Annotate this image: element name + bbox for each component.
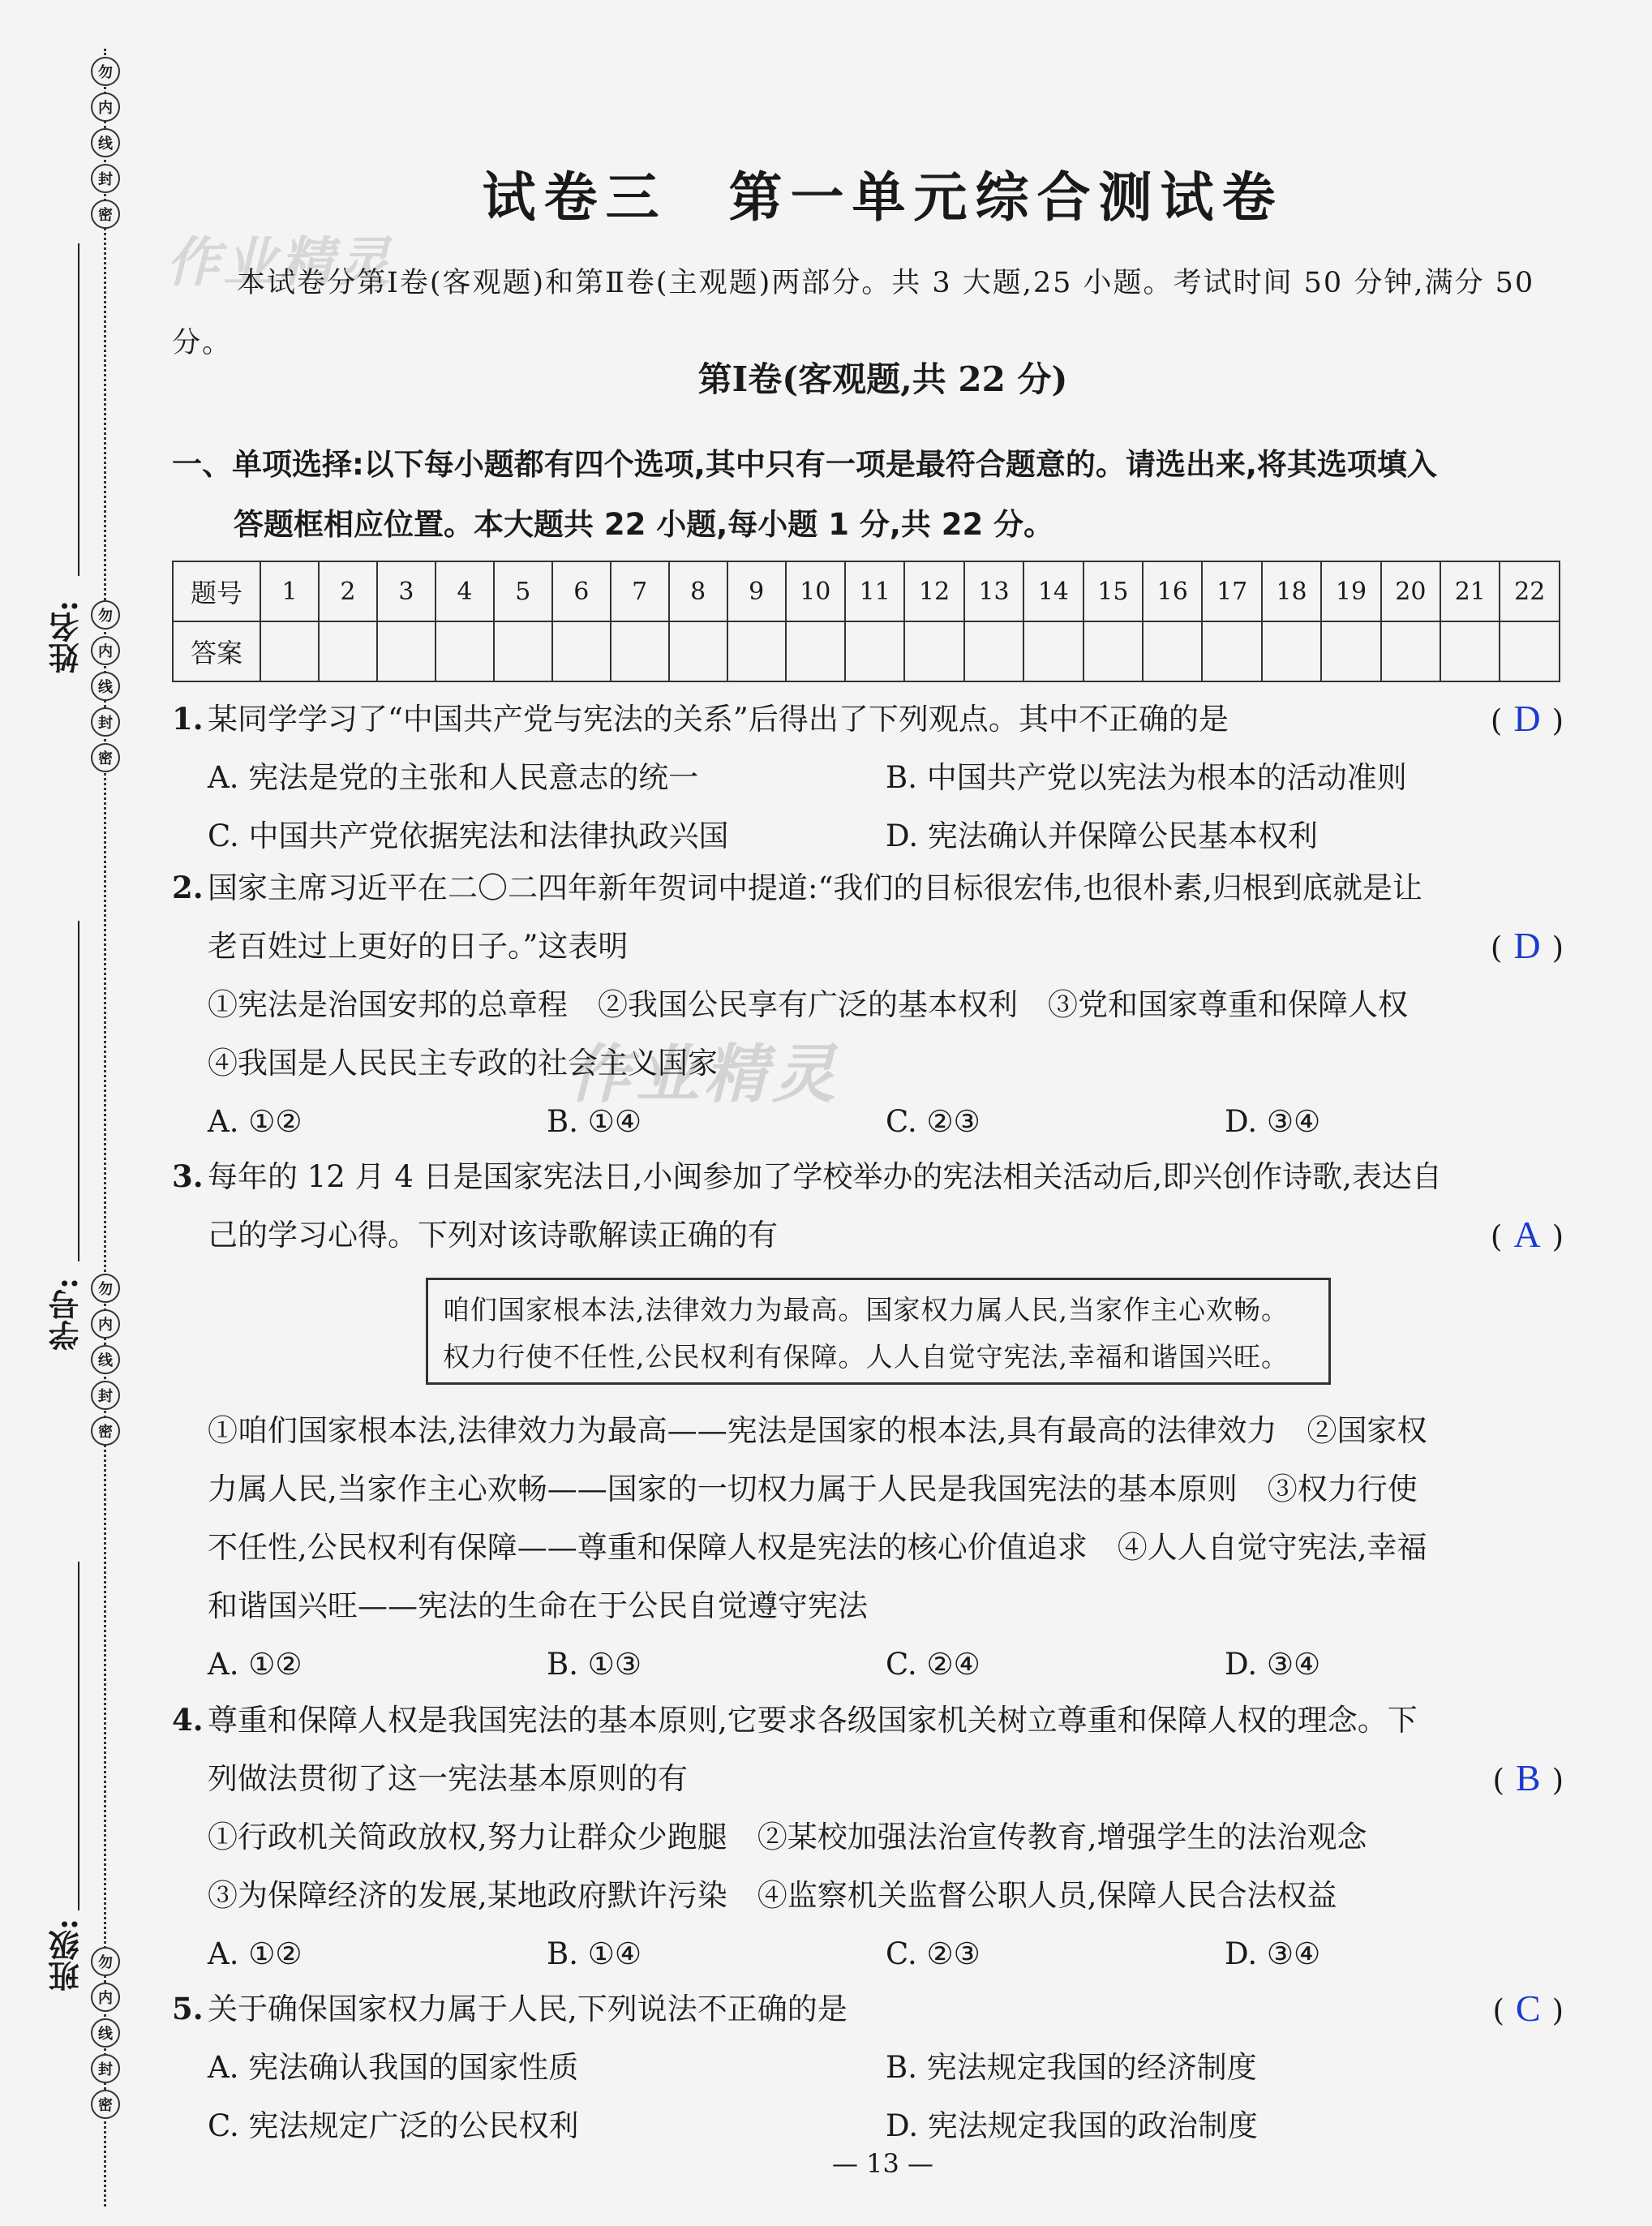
- question-stem: [172, 1979, 1564, 2039]
- answer-grid: [172, 561, 1560, 682]
- answer-cell[interactable]: [1202, 621, 1261, 681]
- answer-grid-answer-row: [173, 621, 1560, 681]
- section-heading-line1: 一、单项选择:以下每小题都有四个选项,其中只有一项是最符合题意的。请选出来,将其选项填入: [172, 447, 1437, 482]
- answer-paren: ( C ): [1492, 1988, 1564, 2029]
- question-number-cell: 9: [727, 561, 786, 621]
- question-number-cell: 20: [1381, 561, 1440, 621]
- answer-cell[interactable]: [494, 621, 552, 681]
- seal-char: 线: [91, 128, 120, 157]
- question-number: 5.: [172, 1991, 204, 2026]
- answer-paren: ( D ): [1490, 925, 1564, 966]
- question-number-cell: 22: [1500, 561, 1560, 621]
- option: B. ①④: [547, 1104, 642, 1139]
- option: C. ②④: [886, 1647, 980, 1682]
- options: [172, 1925, 1564, 1983]
- seal-char: 勿: [91, 1947, 120, 1976]
- answer-cell[interactable]: [260, 621, 319, 681]
- question-4: [172, 1691, 1564, 1983]
- answer-cell[interactable]: [669, 621, 727, 681]
- watermark: 作业精灵: [166, 231, 393, 294]
- answer-cell[interactable]: [436, 621, 494, 681]
- seal-char: 密: [91, 1416, 120, 1446]
- option: A. 宪法确认我国的国家性质: [208, 2050, 579, 2085]
- seal-char: 封: [91, 164, 120, 193]
- page-number: — 13 —: [831, 2148, 934, 2179]
- option: B. 宪法规定我国的经济制度: [886, 2050, 1257, 2085]
- question-number-cell: 13: [964, 561, 1023, 621]
- answer-letter: C: [1515, 1988, 1541, 2029]
- question-5: [172, 1979, 1564, 2155]
- answer-cell[interactable]: [319, 621, 377, 681]
- answer-paren: ( D ): [1490, 698, 1564, 739]
- question-stem: [172, 690, 1564, 749]
- option: C. 宪法规定广泛的公民权利: [208, 2108, 579, 2143]
- answer-cell[interactable]: [552, 621, 611, 681]
- part-heading: 第Ⅰ卷(客观题,共 22 分): [697, 359, 1068, 399]
- answer-cell[interactable]: [964, 621, 1023, 681]
- question-3-statements: [172, 1402, 1564, 1694]
- question-number: 4.: [172, 1702, 204, 1738]
- question-number-cell: 17: [1202, 561, 1261, 621]
- answer-cell[interactable]: [1143, 621, 1202, 681]
- seal-char: 勿: [91, 600, 120, 630]
- question-text-cont: 老百姓过上更好的日子。”这表明: [208, 929, 629, 964]
- question-3: [172, 1147, 1564, 1265]
- question-number: 3.: [172, 1158, 204, 1194]
- question-text: 尊重和保障人权是我国宪法的基本原则,它要求各级国家机关树立尊重和保障人权的理念。下: [208, 1703, 1418, 1738]
- exam-intro: 本试卷分第Ⅰ卷(客观题)和第Ⅱ卷(主观题)两部分。共 3 大题,25 小题。考试时间 50 分钟,满分 50 分。: [172, 267, 1535, 359]
- answer-cell[interactable]: [1262, 621, 1321, 681]
- answer-cell[interactable]: [1321, 621, 1380, 681]
- statements: ①咱们国家根本法,法律效力为最高——宪法是国家的根本法,具有最高的法律效力 ②国家权: [208, 1413, 1427, 1448]
- question-2: [172, 858, 1564, 1151]
- question-number-cell: 19: [1321, 561, 1380, 621]
- answer-cell[interactable]: [1023, 621, 1083, 681]
- class-underline: [78, 1562, 79, 1910]
- row-label: 答案: [173, 621, 260, 681]
- option: B. ①③: [547, 1647, 642, 1682]
- question-stem: [172, 1147, 1564, 1206]
- seal-char: 勿: [91, 1274, 120, 1303]
- question-number-cell: 2: [319, 561, 377, 621]
- question-text-cont: 己的学习心得。下列对该诗歌解读正确的有: [208, 1218, 778, 1253]
- answer-cell[interactable]: [1500, 621, 1560, 681]
- seal-char: 封: [91, 2054, 120, 2083]
- question-text: 每年的 12 月 4 日是国家宪法日,小闽参加了学校举办的宪法相关活动后,即兴创作诗歌,表达自: [208, 1159, 1442, 1194]
- options: [172, 1093, 1564, 1151]
- question-number-cell: 15: [1083, 561, 1143, 621]
- question-number-cell: 7: [611, 561, 669, 621]
- question-number-cell: 1: [260, 561, 319, 621]
- answer-letter: B: [1515, 1757, 1541, 1798]
- answer-paren: ( B ): [1492, 1757, 1564, 1798]
- question-text-cont: 列做法贯彻了这一宪法基本原则的有: [208, 1761, 688, 1796]
- statements: ①行政机关简政放权,努力让群众少跑腿 ②某校加强法治宣传教育,增强学生的法治观念: [208, 1820, 1367, 1854]
- row-label: 题号: [173, 561, 260, 621]
- poem-line: 咱们国家根本法,法律效力为最高。国家权力属人民,当家作主心欢畅。: [443, 1294, 1289, 1326]
- answer-cell[interactable]: [377, 621, 436, 681]
- answer-cell[interactable]: [611, 621, 669, 681]
- poem-line: 权力行使不任性,公民权利有保障。人人自觉守宪法,幸福和谐国兴旺。: [443, 1341, 1289, 1373]
- question-text: 某同学学习了“中国共产党与宪法的关系”后得出了下列观点。其中不正确的是: [208, 702, 1229, 737]
- page-title: 试卷三 第一单元综合测试卷: [482, 165, 1284, 229]
- question-number-cell: 18: [1262, 561, 1321, 621]
- answer-letter: D: [1513, 925, 1541, 966]
- class-label: 班级:: [48, 1919, 84, 1992]
- answer-cell[interactable]: [1083, 621, 1143, 681]
- question-number: 1.: [172, 701, 204, 737]
- statements: 不任性,公民权利有保障——尊重和保障人权是宪法的核心价值追求 ④人人自觉守宪法,幸福: [208, 1530, 1427, 1565]
- seal-char: 内: [91, 636, 120, 665]
- seal-char: 线: [91, 672, 120, 701]
- name-underline: [78, 243, 79, 576]
- seal-char: 线: [91, 2018, 120, 2048]
- question-number-cell: 11: [845, 561, 904, 621]
- question-number-cell: 21: [1440, 561, 1500, 621]
- question-number-cell: 8: [669, 561, 727, 621]
- question-number-cell: 5: [494, 561, 552, 621]
- seal-group-2: [91, 600, 120, 772]
- option: A. ①②: [208, 1647, 303, 1682]
- option: D. 宪法规定我国的政治制度: [886, 2108, 1258, 2143]
- option: D. ③④: [1225, 1647, 1321, 1682]
- question-number-cell: 16: [1143, 561, 1202, 621]
- seal-char: 内: [91, 92, 120, 122]
- seal-char: 封: [91, 1381, 120, 1410]
- answer-paren: ( A ): [1490, 1214, 1564, 1255]
- seal-group-4: [91, 1947, 120, 2119]
- watermark: 作业精灵: [568, 1038, 841, 1111]
- seal-group-3: [91, 1274, 120, 1446]
- question-text: 关于确保国家权力属于人民,下列说法不正确的是: [208, 1992, 847, 2026]
- answer-letter: A: [1513, 1214, 1541, 1255]
- statements: 和谐国兴旺——宪法的生命在于公民自觉遵守宪法: [208, 1588, 868, 1623]
- statements: 力属人民,当家作主心欢畅——国家的一切权力属于人民是我国宪法的基本原则 ③权力行使: [208, 1472, 1418, 1506]
- options: [172, 749, 1564, 866]
- binding-margin: [0, 0, 154, 2226]
- poem-box: [426, 1278, 1331, 1385]
- option: B. 中国共产党以宪法为根本的活动准则: [886, 760, 1407, 795]
- seal-char: 勿: [91, 57, 120, 86]
- answer-cell[interactable]: [904, 621, 963, 681]
- question-stem: [172, 858, 1564, 917]
- option: D. 宪法确认并保障公民基本权利: [886, 819, 1318, 853]
- question-number: 2.: [172, 870, 204, 905]
- question-number-cell: 6: [552, 561, 611, 621]
- answer-cell[interactable]: [1381, 621, 1440, 681]
- options: [172, 2039, 1564, 2155]
- seal-char: 线: [91, 1345, 120, 1374]
- option: C. ②③: [886, 1104, 980, 1139]
- seal-char: 内: [91, 1309, 120, 1339]
- statements: ④我国是人民民主专政的社会主义国家: [208, 1046, 718, 1081]
- question-text: 国家主席习近平在二〇二四年新年贺词中提道:“我们的目标很宏伟,也很朴素,归根到底就是让: [208, 870, 1422, 905]
- seal-char: 封: [91, 707, 120, 737]
- answer-cell[interactable]: [786, 621, 845, 681]
- option: A. 宪法是党的主张和人民意志的统一: [208, 760, 699, 795]
- option: B. ①④: [547, 1936, 642, 1971]
- options: [172, 1635, 1564, 1694]
- student-id-underline: [78, 921, 79, 1261]
- statements: ③为保障经济的发展,某地政府默许污染 ④监察机关监督公职人员,保障人民合法权益: [208, 1878, 1337, 1913]
- answer-cell[interactable]: [727, 621, 786, 681]
- section-heading: [172, 435, 1564, 555]
- question-stem: [172, 1691, 1564, 1750]
- question-number-cell: 14: [1023, 561, 1083, 621]
- answer-cell[interactable]: [845, 621, 904, 681]
- option: D. ③④: [1225, 1936, 1321, 1971]
- seal-char: 密: [91, 2090, 120, 2119]
- option: C. 中国共产党依据宪法和法律执政兴国: [208, 819, 729, 853]
- seal-char: 密: [91, 743, 120, 772]
- section-heading-line2: 答题框相应位置。本大题共 22 小题,每小题 1 分,共 22 分。: [234, 507, 1054, 542]
- option: A. ①②: [208, 1936, 303, 1971]
- option: C. ②③: [886, 1936, 980, 1971]
- answer-letter: D: [1513, 698, 1541, 739]
- seal-char: 密: [91, 200, 120, 229]
- answer-cell[interactable]: [1440, 621, 1500, 681]
- option: D. ③④: [1225, 1104, 1321, 1139]
- question-number-cell: 4: [436, 561, 494, 621]
- question-number-cell: 12: [904, 561, 963, 621]
- name-label: 姓名:: [48, 600, 84, 674]
- statements: ①宪法是治国安邦的总章程 ②我国公民享有广泛的基本权利 ③党和国家尊重和保障人权: [208, 987, 1408, 1022]
- answer-grid-number-row: [173, 561, 1560, 621]
- question-1: [172, 690, 1564, 866]
- question-number-cell: 10: [786, 561, 845, 621]
- student-id-label: 学号:: [48, 1278, 84, 1352]
- option: A. ①②: [208, 1104, 303, 1139]
- seal-char: 内: [91, 1983, 120, 2012]
- question-number-cell: 3: [377, 561, 436, 621]
